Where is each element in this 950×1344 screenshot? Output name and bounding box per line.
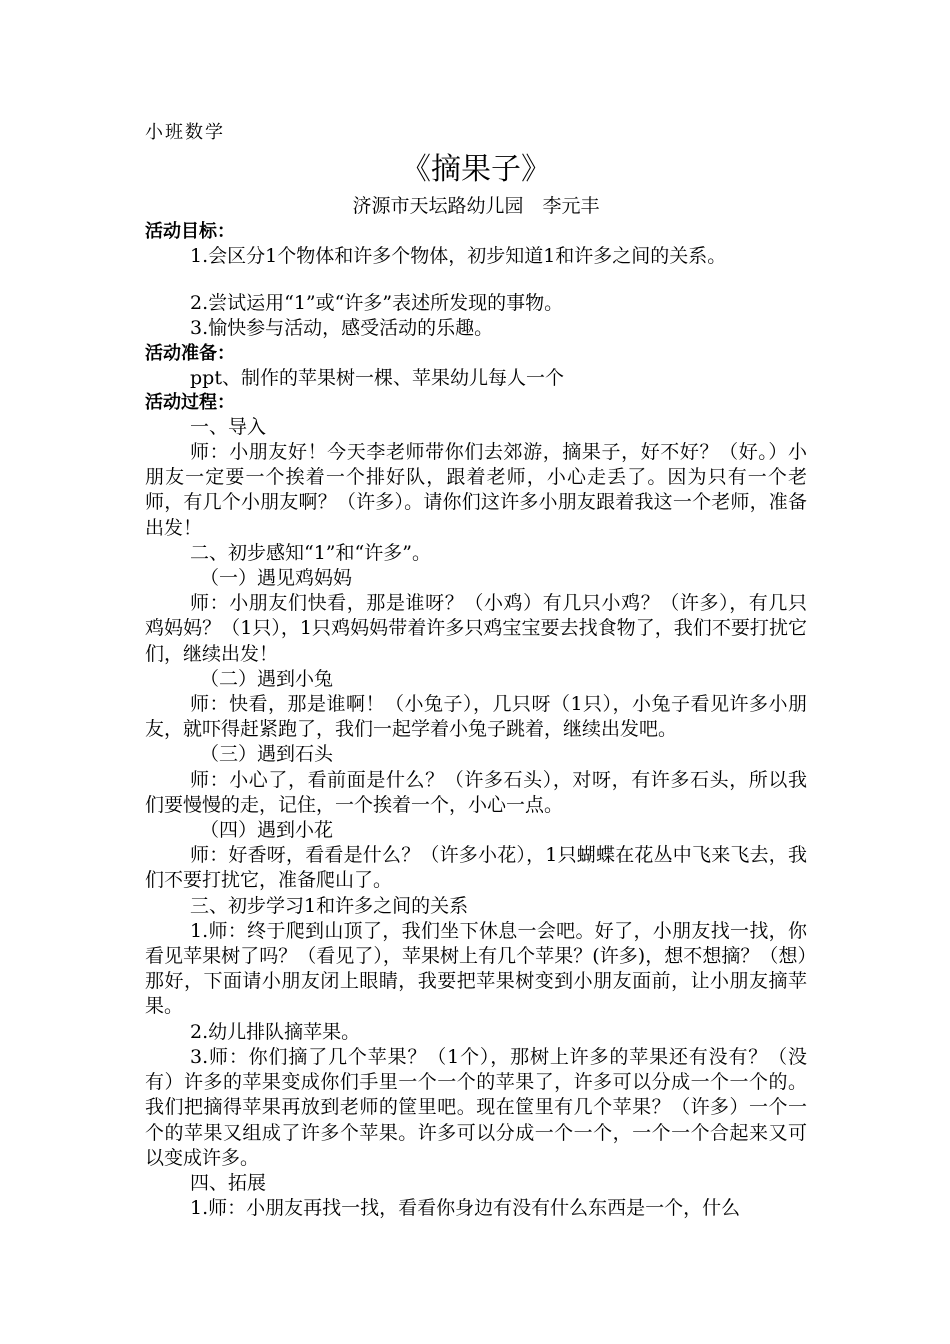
spacer xyxy=(145,269,807,291)
goal-item-1: 1.会区分1个物体和许多个物体，初步知道1和许多之间的关系。 xyxy=(190,245,727,267)
section-4-paragraph-1: 1.师：小朋友再找一找，看看你身边有没有什么东西是一个，什么 xyxy=(190,1197,741,1220)
section-2b-paragraph: 师：快看，那是谁啊！（小兔子），几只呀（1只），小兔子看见许多小朋友，就吓得赶紧跑了，我们一起学着小兔子跳着，继续出发吧。 xyxy=(145,693,807,741)
section-1-title: 一、导入 xyxy=(190,415,267,438)
section-2-title: 二、初步感知“1”和“许多”。 xyxy=(190,541,431,564)
section-3-paragraph-1: 1.师：终于爬到山顶了，我们坐下休息一会吧。好了，小朋友找一找，你看见苹果树了吗？（看见了），苹果树上有几个苹果？(许多)，想不想摘？（想）那好，下面请小朋友闭上眼睛，我要把苹果树变到小朋友面前，让小朋友摘苹果。 xyxy=(145,919,807,1018)
author-byline: 济源市天坛路幼儿园 李元丰 xyxy=(352,195,600,217)
section-3-paragraph-2: 2.幼儿排队摘苹果。 xyxy=(190,1020,361,1043)
goal-item-2: 2.尝试运用“1”或“许多”表述所发现的事物。 xyxy=(190,292,564,315)
document-body xyxy=(145,118,807,1221)
process-heading: 活动过程： xyxy=(145,391,235,413)
prep-heading: 活动准备： xyxy=(145,342,235,364)
document-title: 《摘果子》 xyxy=(401,152,551,187)
section-2d-title: （四）遇到小花 xyxy=(200,819,334,842)
section-1-paragraph: 师：小朋友好！今天李老师带你们去郊游，摘果子，好不好？（好。）小朋友一定要一个挨着一个排好队，跟着老师，小心走丢了。因为只有一个老师，有几个小朋友啊？（许多）。请你们这许多小朋友跟着我这一个老师，准备出发！ xyxy=(145,441,807,539)
section-2a-paragraph: 师：小朋友们快看，那是谁呀？（小鸡）有几只小鸡？（许多），有几只鸡妈妈？（1只），1只鸡妈妈带着许多只鸡宝宝要去找食物了，我们不要打扰它们，继续出发！ xyxy=(145,592,807,665)
section-2d-paragraph: 师：好香呀，看看是什么？（许多小花），1只蝴蝶在花丛中飞来飞去，我们不要打扰它，准备爬山了。 xyxy=(145,844,807,892)
section-2c-title: （三）遇到石头 xyxy=(200,743,334,766)
section-3-paragraph-3: 3.师：你们摘了几个苹果？（1个），那树上许多的苹果还有没有？（没有）许多的苹果变成你们手里一个一个的苹果了，许多可以分成一个一个的。我们把摘得苹果再放到老师的筐里吧。现在筐里有几个苹果？（许多）一个一个的苹果又组成了许多个苹果。许多可以分成一个一个，一个一个合起来又可以变成许多。 xyxy=(145,1045,807,1169)
section-4-title: 四、拓展 xyxy=(190,1171,267,1194)
goals-heading: 活动目标： xyxy=(145,221,235,242)
section-2c-paragraph: 师：小心了，看前面是什么？（许多石头），对呀，有许多石头，所以我们要慢慢的走，记住，一个挨着一个，小心一点。 xyxy=(145,768,807,816)
goal-item-3: 3.愉快参与活动，感受活动的乐趣。 xyxy=(190,317,494,340)
category-label: 小班数学 xyxy=(145,122,225,143)
section-2b-title: （二）遇到小兔 xyxy=(200,667,334,690)
section-2a-title: （一）遇见鸡妈妈 xyxy=(200,567,353,590)
section-3-title: 三、初步学习1和许多之间的关系 xyxy=(190,894,469,917)
prep-text: ppt、制作的苹果树一棵、苹果幼儿每人一个 xyxy=(190,366,564,389)
